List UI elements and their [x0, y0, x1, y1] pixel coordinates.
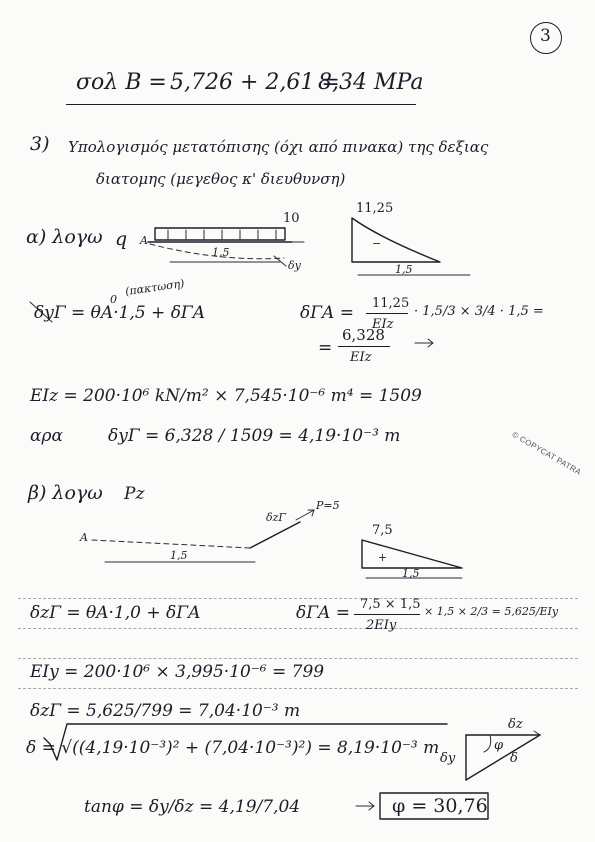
result-left: σολ Β = [76, 70, 167, 95]
part-a-load-symbol: q [115, 228, 128, 250]
part-b-label: β) λογω [28, 482, 103, 504]
part-a-result-den: EIz [350, 350, 372, 365]
ruled-line [18, 628, 578, 629]
part-b-frac-bar [354, 614, 420, 615]
part-a-frac-num: 11,25 [372, 296, 410, 311]
part-a-support: A [140, 234, 148, 247]
part-a-eq-final: δyΓ = 6,328 / 1509 = 4,19·10⁻³ m [108, 426, 401, 446]
part-a-moment-peak: 11,25 [356, 201, 394, 216]
part-a-final-label: αρα [30, 426, 63, 446]
part-b-end: δzΓ [266, 511, 287, 524]
part-b-frac-tail: × 1,5 × 2/3 = 5,625/EIy [424, 605, 559, 618]
part-b-force: P=5 [316, 499, 340, 512]
part-a-top-value: 10 [283, 211, 300, 226]
part-a-result-num: 6,328 [342, 326, 385, 344]
ruled-line [18, 688, 578, 689]
moment-diagram-b [362, 540, 462, 568]
part-b-span: 1,5 [170, 549, 188, 562]
part-b-moment-span: 1,5 [402, 567, 420, 580]
part-a-eq-eiz: EIz = 200·10⁶ kN/m² × 7,545·10⁻⁶ m⁴ = 1509 [30, 386, 422, 406]
part-b-moment-sign: + [378, 551, 388, 564]
vector-label-delta: δ [510, 751, 518, 766]
ruled-line [18, 658, 578, 659]
part-a-eq-deflection: δyΓ = θA·1,5 + δΓA [34, 303, 205, 323]
part-b-moment-peak: 7,5 [372, 523, 393, 538]
part-a-equals: = [318, 338, 333, 358]
vector-label-dz: δz [508, 717, 523, 732]
part-a-annotation-pakt: (πακτωση) [124, 276, 186, 299]
part-a-zero-mark: 0 [110, 293, 117, 306]
part-a-moment-sign: − [372, 237, 382, 250]
part-b-load-symbol: Pz [124, 484, 145, 504]
part-a-span: 1,5 [212, 246, 230, 259]
deflected-end-b [250, 522, 300, 548]
ruled-line [18, 598, 578, 599]
part-b-eq-dz: δzΓ = 5,625/799 = 7,04·10⁻³ m [30, 701, 301, 721]
part-a-eq-delta-ga: δΓA = [300, 303, 354, 323]
part-b-support: A [80, 531, 88, 544]
part-b-eq-total: δ = √((4,19·10⁻³)² + (7,04·10⁻³)²) = 8,19·10⁻³ m [26, 738, 440, 758]
result-value: 8,34 MPa [318, 70, 424, 95]
section-title-line2: διατομης (μεγεθος κ' διευθυνση) [96, 170, 346, 188]
part-b-frac-den: 2EIy [366, 618, 397, 633]
part-a-label: α) λογω [26, 226, 103, 248]
part-b-eq-deflection: δzΓ = θA·1,0 + δΓA [30, 603, 201, 623]
section-number: 3) [30, 133, 50, 155]
vector-label-phi: φ [494, 738, 504, 753]
result-expr: 5,726 + 2,61 = [170, 70, 340, 95]
part-a-moment-span: 1,5 [395, 263, 413, 276]
part-b-eq-phi: φ = 30,76 [392, 795, 488, 817]
angle-arc [484, 735, 491, 752]
phi-arrow [356, 802, 374, 810]
part-b-eq-delta-ga: δΓA = [296, 603, 350, 623]
beam-b [92, 540, 250, 548]
part-b-eq-tan: tanφ = δy/δz = 4,19/7,04 [84, 797, 301, 817]
part-b-eq-eiy: EIy = 200·10⁶ × 3,995·10⁻⁶ = 799 [30, 662, 325, 682]
part-b-frac-num: 7,5 × 1,5 [360, 597, 421, 612]
part-a-frac-tail: · 1,5/3 × 3/4 · 1,5 = [414, 304, 544, 319]
copycat-stamp: © COPYCAT PATRA [510, 430, 583, 477]
part-a-end-delta: δy [288, 259, 301, 272]
vector-label-dy: δy [440, 751, 456, 766]
part-a-frac-den: EIz [372, 317, 394, 332]
section-title-line1: Υπολογισμός μετατόπισης (όχι από πινακα) της δεξιας [68, 138, 489, 156]
force-arrow-b [296, 510, 314, 520]
page-number: 3 [540, 26, 551, 46]
